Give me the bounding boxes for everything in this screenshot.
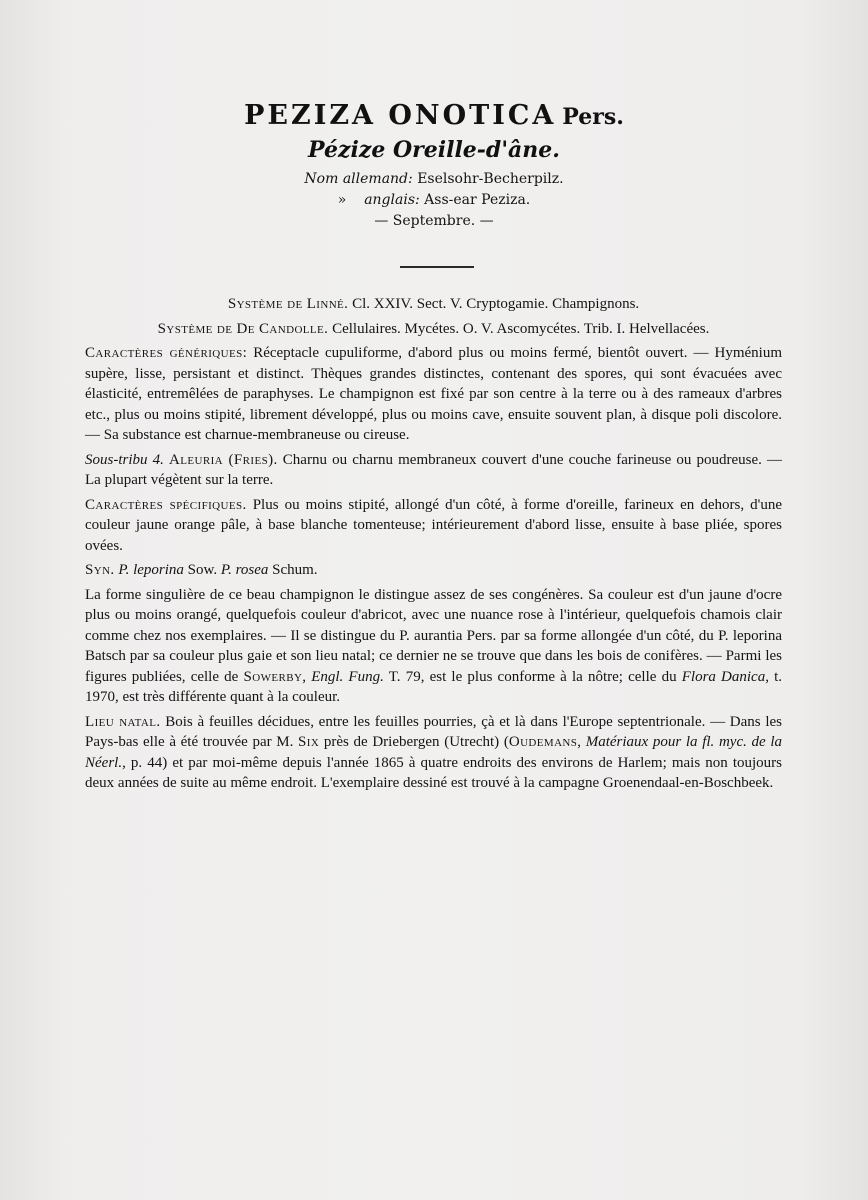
sowerby-ref: Sowerby bbox=[243, 668, 303, 685]
english-label: anglais: bbox=[364, 192, 420, 208]
syn-author-2: Schum. bbox=[272, 562, 318, 578]
english-name-line bbox=[0, 190, 868, 211]
syn-name-1: P. leporina bbox=[118, 562, 184, 578]
six-ref: Six bbox=[298, 734, 320, 750]
species-name: PEZIZA ONOTICA bbox=[244, 100, 557, 131]
syn-author-1: Sow. bbox=[187, 562, 218, 578]
synonyms bbox=[85, 560, 782, 581]
habitat-part-2: près de Driebergen (Utrecht) ( bbox=[323, 734, 509, 750]
month-line: — Septembre. — bbox=[374, 213, 494, 229]
page-title bbox=[0, 96, 868, 137]
specific-label: Caractères spécifiques. bbox=[85, 496, 247, 513]
header bbox=[0, 96, 868, 232]
specific-text: Plus ou moins stipité, allongé d'un côté, à forme d'oreille, farineux en dehors, d'une couleur jaune orange pâle, à base blanche tomenteuse; intérieurement d'abord lisse, ensuite à base pliée, spores ovées. bbox=[85, 496, 782, 554]
text-body bbox=[85, 294, 782, 798]
oudemans-ref: Oudemans bbox=[508, 734, 578, 750]
description: La forme singulière de ce beau champignon le distingue assez de ses congénères. Sa couleur est d'un jaune d'ocre plus ou moins orangé, quelquefois couleur d'abricot, avec une nuance rose à l'intérieur, quelquefois chamois clair comme chez nos exemplaires. — Il se distingue du P. aurantia Pers. par sa forme allongée d'un côté, du P. leporina Batsch par sa couleur plus gaie et son lieu natal; ce dernier ne se trouve que dans les bois de conifères. — Parmi les figures publiées, celle de Sowerby, Engl. Fung. T. 79, est le plus conforme à la nôtre; celle du Flora Danica, t. 1970, est très différente quant à la couleur. bbox=[85, 586, 783, 705]
habitat bbox=[85, 712, 782, 794]
subtribe bbox=[85, 450, 782, 491]
candolle-label: Système de De Candolle. bbox=[157, 320, 329, 337]
flora-danica-ref: Flora Danica bbox=[681, 668, 766, 685]
species-author: Pers. bbox=[562, 104, 624, 130]
ditto-mark: » bbox=[337, 192, 347, 208]
common-names bbox=[0, 169, 868, 232]
german-name: Eselsohr-Becherpilz. bbox=[417, 171, 564, 187]
description-part-3: , t. 1970, est très différente quant à la couleur. bbox=[85, 668, 783, 705]
syn-label: Syn. bbox=[85, 562, 115, 578]
candolle-system bbox=[85, 319, 782, 340]
habitat-label: Lieu natal. bbox=[85, 713, 161, 730]
syn-name-2: P. rosea bbox=[220, 562, 269, 578]
generic-label: Caractères génériques: bbox=[85, 345, 248, 361]
description-part-2: T. 79, est le plus conforme à la nôtre; celle du bbox=[388, 668, 677, 685]
habitat-part-1: Bois à feuilles décidues, entre les feuilles pourries, çà et là dans l'Europe septentrionale. — Dans les Pays-bas elle à été trouvée par M. bbox=[85, 713, 782, 750]
materiaux-ref: Matériaux pour la fl. myc. de la Néerl. bbox=[85, 734, 783, 771]
generic-text: Réceptacle cupuliforme, d'abord plus ou moins fermé, bientôt ouvert. — Hyménium supère, lisse, persistant et distinct. Thèques grandes distinctes, contenant des spores, qui sont évacuées avec élasticité, entremêlées de paraphyses. Le champignon est fixé par son centre à la terre ou à des rameaux d'arbres etc., plus ou moins stipité, librement développé, plus ou moins cave, ensuite souvent plan, à disque poli discolore. — Sa substance est charnue-membraneuse ou cireuse. bbox=[85, 345, 783, 443]
german-name-line bbox=[0, 169, 868, 190]
subtribe-label: Sous-tribu 4. bbox=[85, 451, 164, 468]
subtribe-name: Aleuria (Fries). bbox=[169, 451, 278, 468]
english-name: Ass-ear Peziza. bbox=[424, 192, 531, 208]
linne-system bbox=[85, 294, 782, 315]
divider bbox=[400, 266, 474, 268]
candolle-text: Cellulaires. Mycétes. O. V. Ascomycétes. Trib. I. Helvellacées. bbox=[332, 320, 710, 337]
engl-fung-ref: Engl. Fung. bbox=[311, 668, 384, 685]
french-name: Pézize Oreille-d'âne. bbox=[308, 137, 560, 163]
habitat-part-3: , bbox=[577, 734, 582, 750]
description-part-1: La forme singulière de ce beau champignon le distingue assez de ses congénères. Sa couleur est d'un jaune d'ocre plus ou moins orangé, quelquefois couleur d'abricot, avec une nuance rose à l'intérieur, quelquefois chamois clair comme chez nos exemplaires. — Il se distingue du P. aurantia Pers. par sa forme allongée d'un côté, du P. leporina Batsch par sa couleur plus gaie et son lieu natal; ce dernier ne se trouve que dans les bois de conifères. — Parmi les figures publiées, celle de bbox=[85, 586, 782, 685]
subtribe-text: Charnu ou charnu membraneux couvert d'une couche farineuse ou poudreuse. — La plupart végètent sur la terre. bbox=[85, 451, 783, 488]
linne-text: Cl. XXIV. Sect. V. Cryptogamie. Champignons. bbox=[352, 296, 640, 312]
specific-characters bbox=[85, 495, 782, 557]
generic-characters bbox=[85, 343, 782, 446]
habitat-part-4: , p. 44) et par moi-même depuis l'année 1865 à quatre endroits des environs de Harlem; mais non toujours deux années de suite au même endroit. L'exemplaire dessiné est trouvé à la campagne Groenendaal-en-Boschbeek. bbox=[85, 754, 782, 791]
german-label: Nom allemand: bbox=[304, 171, 413, 187]
linne-label: Système de Linné. bbox=[227, 296, 349, 312]
